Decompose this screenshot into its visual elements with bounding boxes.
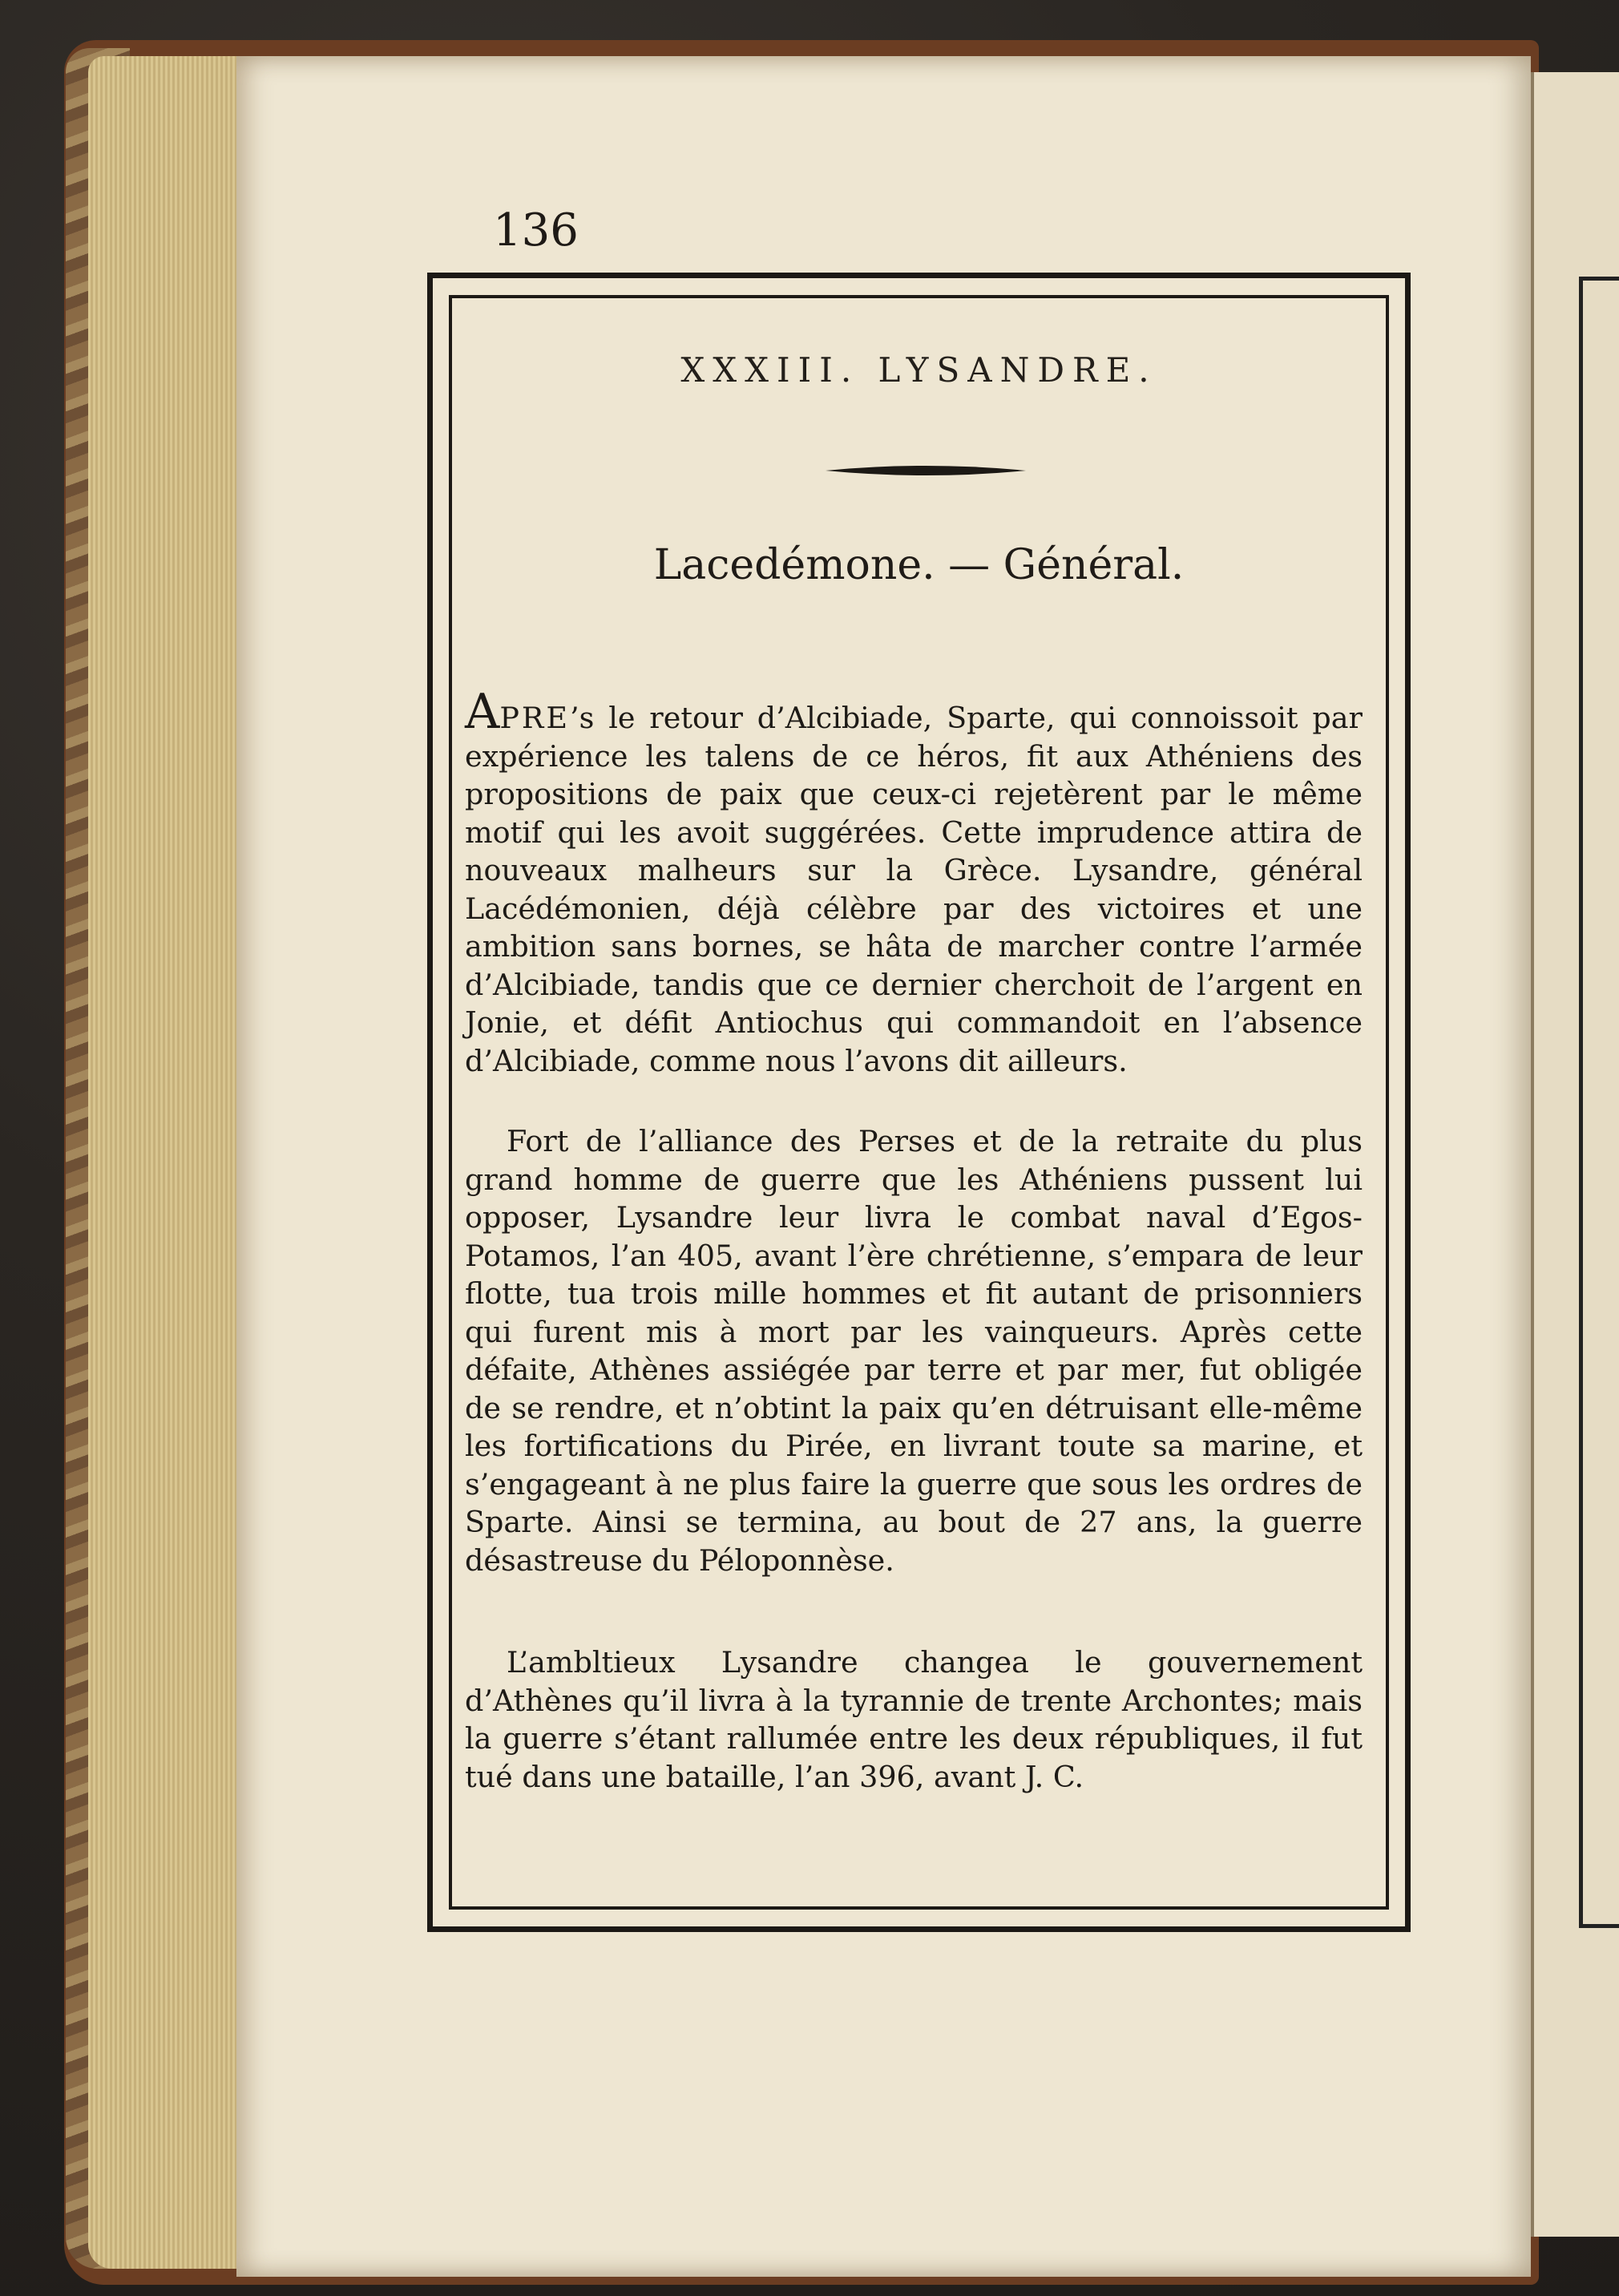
lead-in: PRE bbox=[499, 701, 571, 735]
drop-cap: A bbox=[465, 684, 500, 740]
chapter-subtitle: Lacedémone. — Général. bbox=[653, 541, 1185, 589]
paragraph-3: L’ambltieux Lysandre changea le gouvernement d’Athènes qu’il livra à la tyrannie de trente Archontes; mais la guerre s’étant rallumée entre les deux républiques, il fut tué dans une bataille, l’an 396, avant J. C. bbox=[465, 1645, 1363, 1794]
paragraph-1 bbox=[465, 684, 1363, 1080]
chapter-title: XXXIII. LYSANDRE. bbox=[680, 350, 1157, 390]
page-number: 136 bbox=[493, 204, 579, 257]
facing-page-frame bbox=[1579, 277, 1619, 1928]
paragraph-1-text: ’s le retour d’Alcibiade, Sparte, qui connoissoit par expérience les talens de ce héros, fit aux Athéniens des propositions de paix que ceux-ci rejetèrent par le même motif qui les avoit suggérées. Cette imprudence attira de nouveaux malheurs sur la Grèce. Lysandre, général Lacédémonien, déjà célèbre par des victoires et une ambition sans bornes, se hâta de marcher contre l’armée d’Alcibiade, tandis que ce dernier cherchoit de l’argent en Jonie, et défit Antiochus qui commandoit en l’absence d’Alcibiade, comme nous l’avons dit ailleurs. bbox=[465, 701, 1363, 1078]
paragraph-2: Fort de l’alliance des Perses et de la retraite du plus grand homme de guerre que les Athéniens pussent lui opposer, Lysandre leur livra le combat naval d’Egos-Potamos, l’an 405, avant l’ère chrétienne, s’empara de leur flotte, tua trois mille hommes et fit autant de prisonniers qui furent mis à mort par les vainqueurs. Après cette défaite, Athènes assiégée par terre et par mer, fut obligée de se rendre, et n’obtint la paix qu’en détruisant elle-même les fortifications du Pirée, en livrant toute sa marine, et s’engageant à ne plus faire la guerre que sous les ordres de Sparte. Ainsi se termina, au bout de 27 ans, la guerre désastreuse du Péloponnèse. bbox=[465, 1124, 1363, 1578]
ornament-rule bbox=[826, 463, 1026, 479]
